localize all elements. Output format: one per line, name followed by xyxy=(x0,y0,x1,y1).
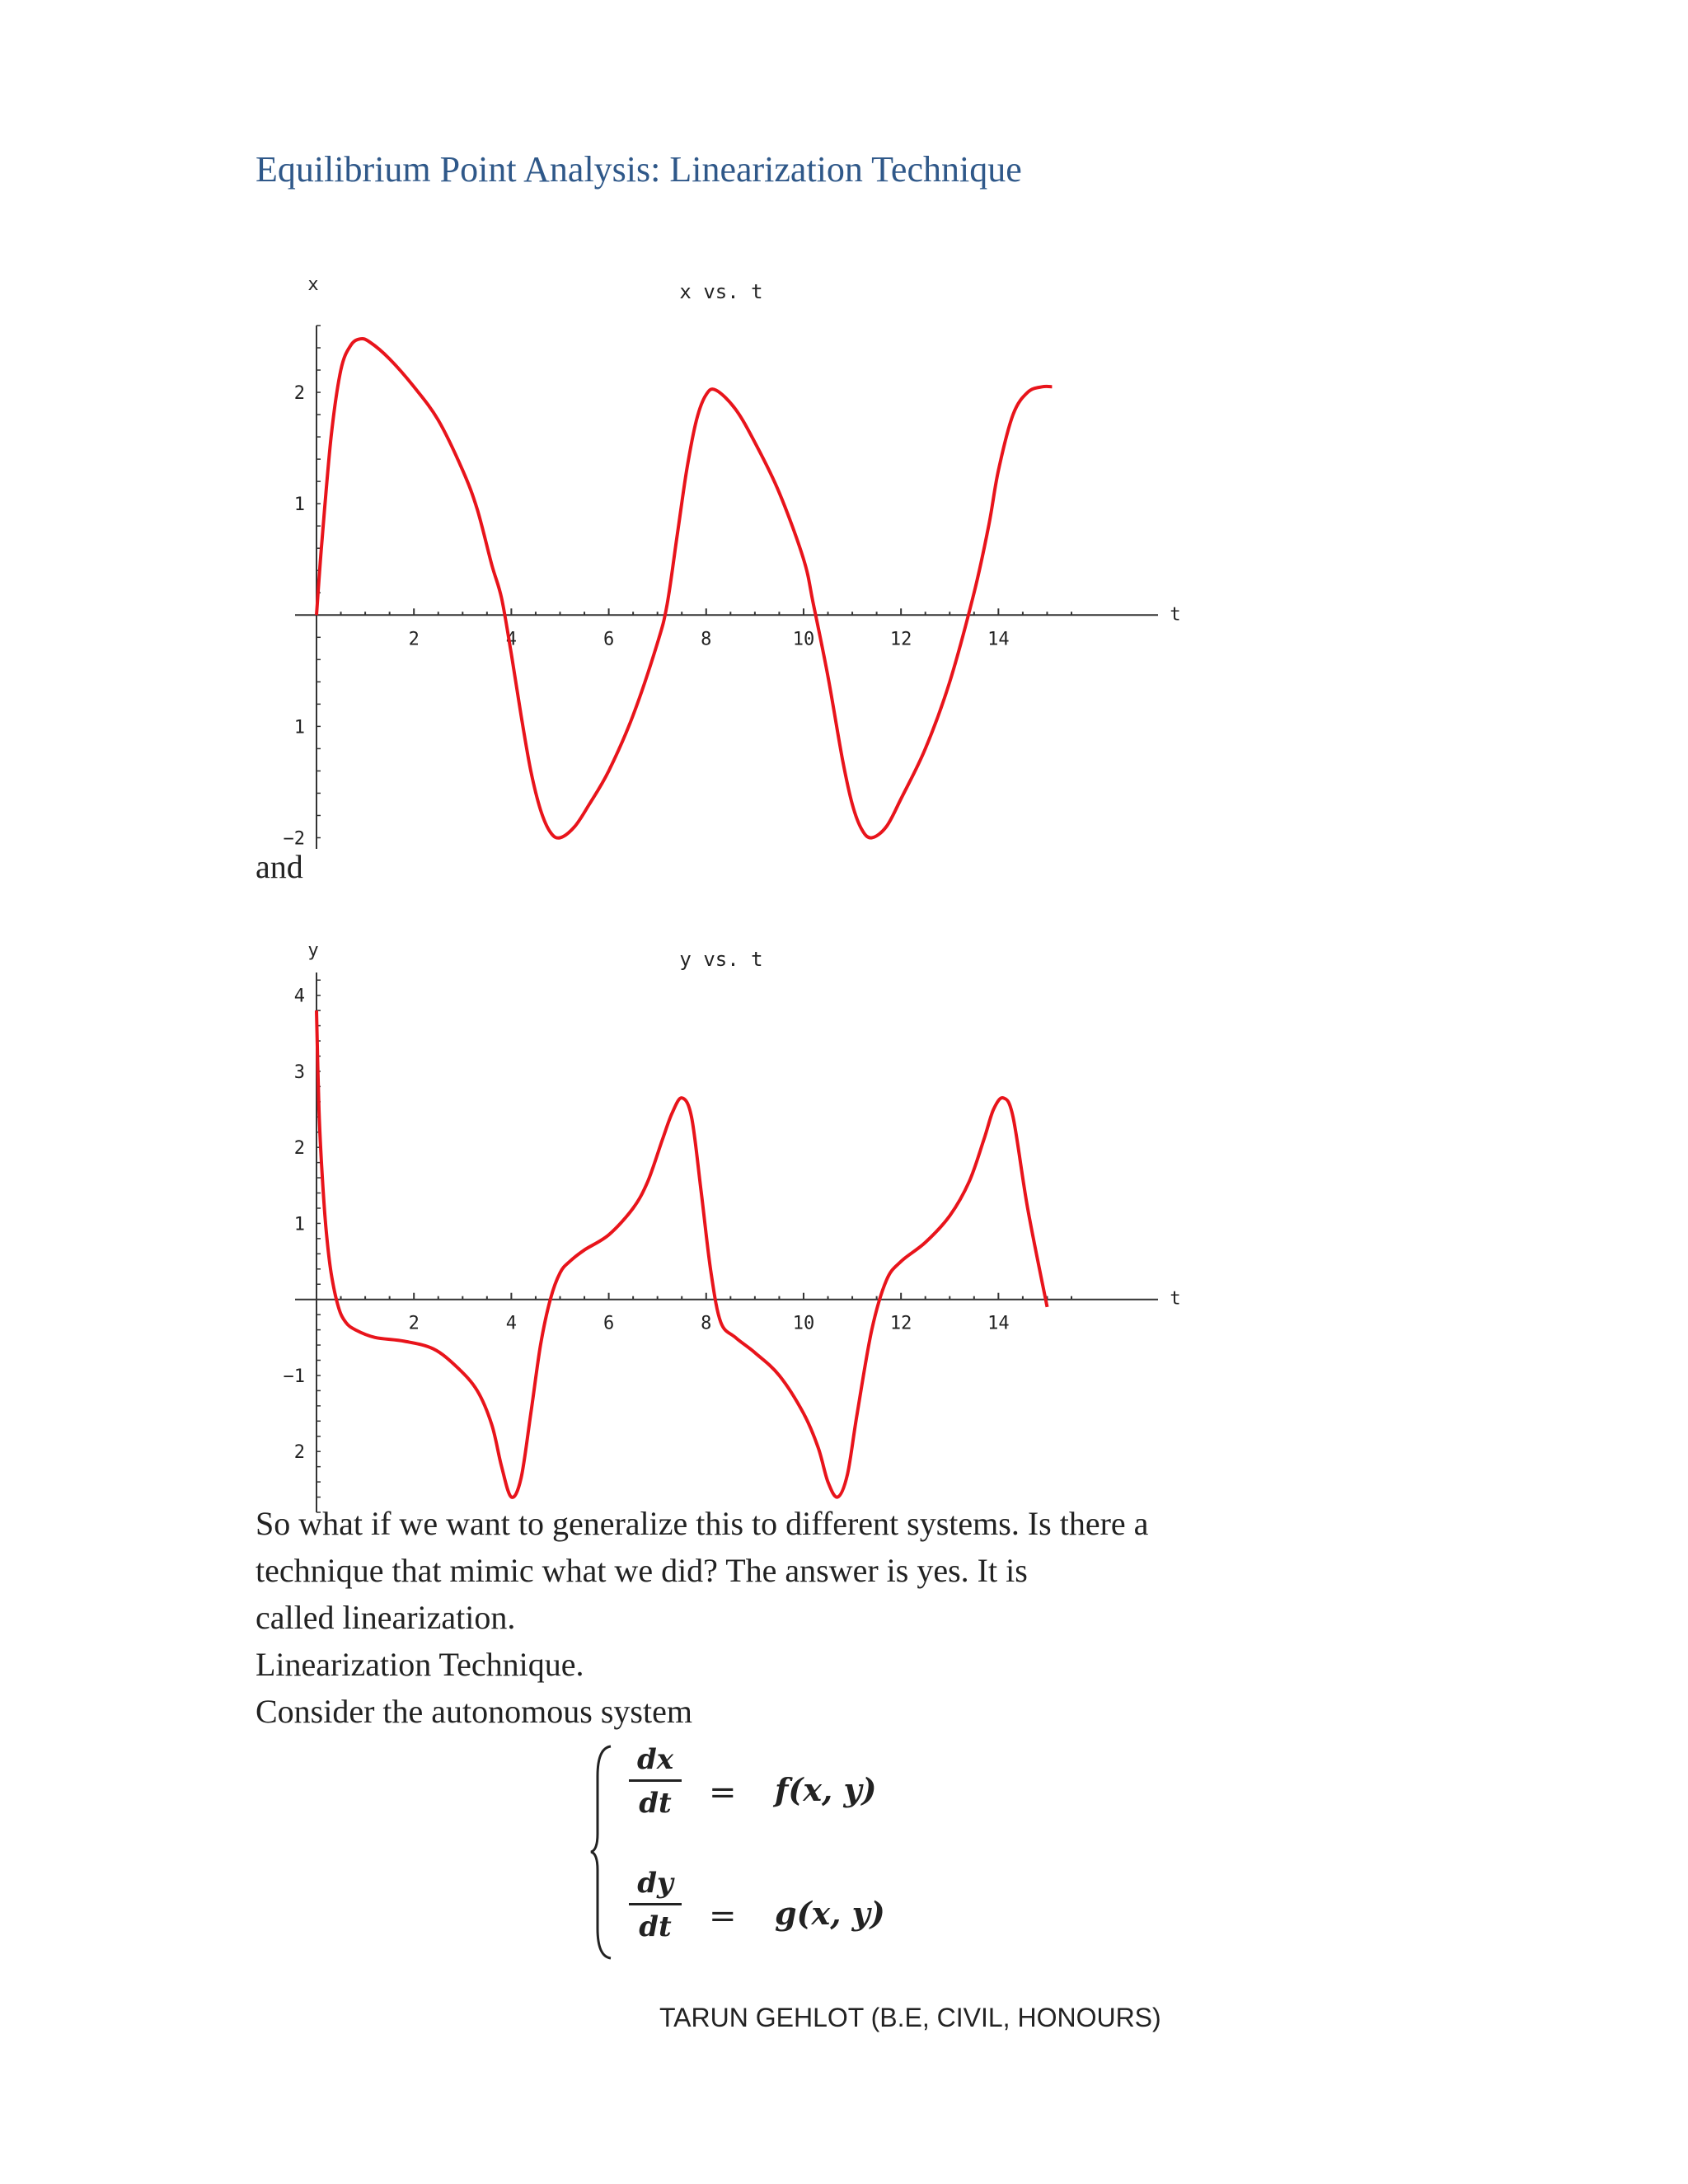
g-of-x-y: g(x, y) xyxy=(775,1895,885,1932)
series-line xyxy=(316,339,1052,838)
x-tick-label: 6 xyxy=(603,1313,615,1334)
dy-numerator: dy xyxy=(637,1867,673,1900)
x-tick-label: 14 xyxy=(987,629,1010,650)
and-text: and xyxy=(256,848,303,885)
x-tick-label: 4 xyxy=(505,1313,518,1334)
x-tick-label: 12 xyxy=(889,1313,912,1334)
dt-denominator: dt xyxy=(639,1910,672,1943)
paragraph-line-4: Linearization Technique. xyxy=(256,1646,584,1683)
y-axis-label: x xyxy=(307,274,319,295)
y-tick-label: 2 xyxy=(293,1442,305,1464)
equals-sign-1: = xyxy=(709,1774,737,1811)
fraction-bar xyxy=(629,1779,682,1782)
y-tick-label: 1 xyxy=(293,494,305,516)
x-tick-label: 4 xyxy=(505,629,518,650)
paragraph-line-3: called linearization. xyxy=(256,1599,516,1636)
series-line xyxy=(316,1010,1048,1497)
y-tick-label: −2 xyxy=(283,828,305,849)
x-tick-label: 10 xyxy=(792,1313,815,1334)
y-tick-label: 2 xyxy=(293,383,305,405)
y-tick-label: 1 xyxy=(293,717,305,738)
fraction-bar xyxy=(629,1903,682,1905)
x-tick-label: 8 xyxy=(701,1313,712,1334)
x-tick-label: 12 xyxy=(889,629,912,650)
x-vs-t-chart xyxy=(247,247,1203,849)
chart-title: y vs. t xyxy=(679,948,763,971)
body-paragraph xyxy=(256,1500,1368,1735)
x-tick-label: 8 xyxy=(701,629,712,650)
x-tick-label: 14 xyxy=(987,1313,1010,1334)
left-brace-icon xyxy=(589,1743,614,1961)
y-axis-label: y xyxy=(307,940,319,961)
dx-dt-fraction xyxy=(622,1743,688,1820)
x-tick-label: 2 xyxy=(408,1313,420,1334)
x-axis-label: t xyxy=(1170,1288,1181,1310)
x-axis-label: t xyxy=(1170,604,1181,626)
y-tick-label: 2 xyxy=(293,1138,305,1160)
equals-sign-2: = xyxy=(709,1897,737,1935)
f-of-x-y: f(x, y) xyxy=(775,1771,877,1808)
dt-denominator: dt xyxy=(639,1787,672,1820)
chart-title: x vs. t xyxy=(679,280,763,303)
y-tick-label: 3 xyxy=(293,1062,305,1083)
paragraph-line-5: Consider the autonomous system xyxy=(256,1693,692,1730)
paragraph-line-1: So what if we want to generalize this to different systems. Is there a xyxy=(256,1505,1149,1542)
dx-numerator: dx xyxy=(636,1743,674,1776)
y-tick-label: 4 xyxy=(293,986,305,1007)
y-vs-t-chart xyxy=(247,915,1203,1516)
page-heading: Equilibrium Point Analysis: Linearization Technique xyxy=(256,149,1022,190)
x-tick-label: 2 xyxy=(408,629,420,650)
y-tick-label: 1 xyxy=(293,1214,305,1235)
paragraph-line-2: technique that mimic what we did? The answer is yes. It is xyxy=(256,1552,1028,1589)
y-tick-label: −1 xyxy=(283,1366,305,1387)
autonomous-system-equations xyxy=(589,1743,1001,1961)
footer-author: TARUN GEHLOT (B.E, CIVIL, HONOURS) xyxy=(659,2003,1161,2032)
x-tick-label: 10 xyxy=(792,629,815,650)
x-tick-label: 6 xyxy=(603,629,615,650)
dy-dt-fraction xyxy=(622,1867,688,1943)
